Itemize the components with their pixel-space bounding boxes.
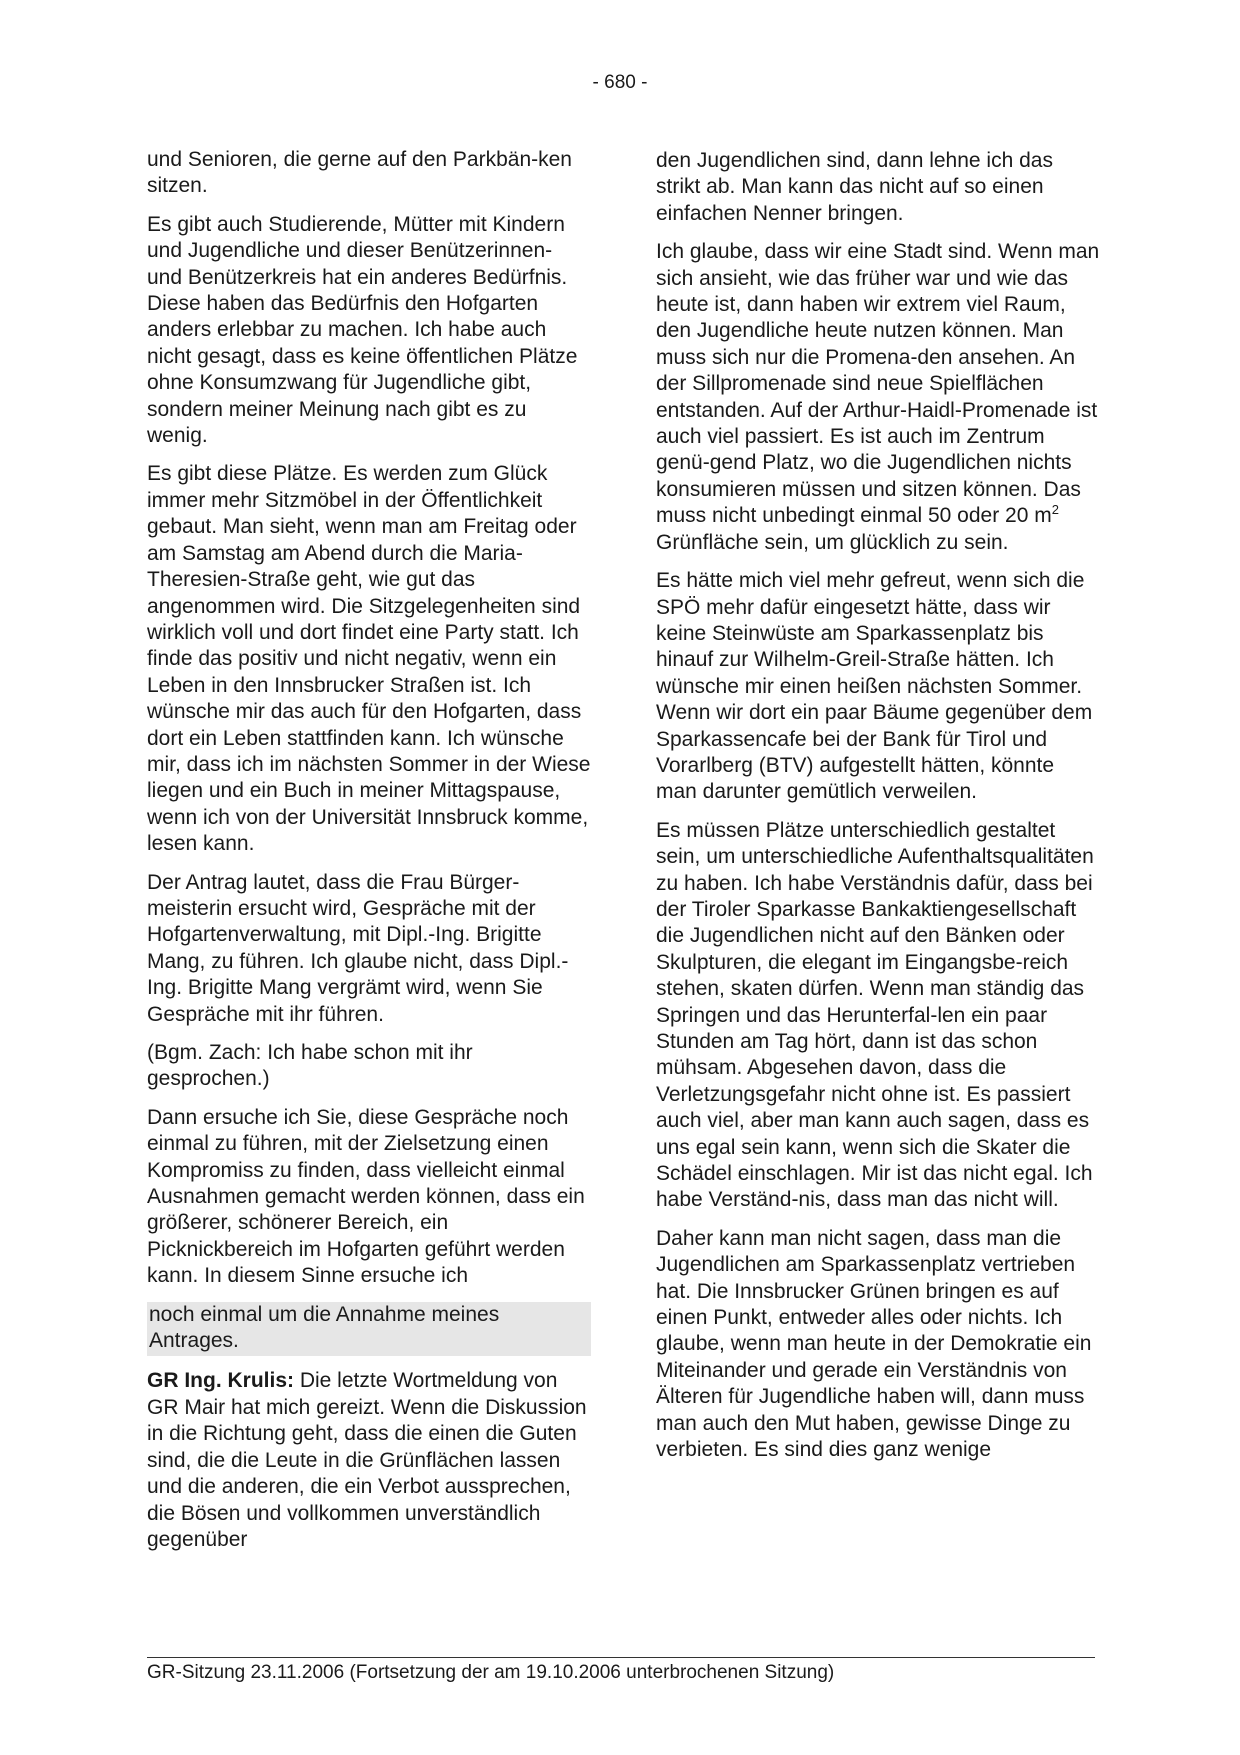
speaker-name: GR Ing. Krulis: — [147, 1369, 294, 1393]
paragraph: Es gibt diese Plätze. Es werden zum Glück immer mehr Sitzmöbel in der Öffentlichkeit gebaut. Man sieht, wenn man am Freitag oder am Samstag am Abend durch die Maria-Theresien-Straße geht, wie gut das angenommen wird. Die Sitzgelegenheiten sind wirklich voll und dort findet eine Party statt. Ich finde das positiv und nicht negativ, wenn ein Leben in den Innsbrucker Straßen ist. Ich wünsche mir das auch für den Hofgarten, dass dort ein Leben stattfinden kann. Ich wünsche mir, dass ich im nächsten Sommer in der Wiese liegen und ein Buch in meiner Mittagspause, wenn ich von der Universität Innsbruck komme, lesen kann. — [147, 462, 591, 856]
paragraph-text: Grünfläche sein, um glücklich zu sein. — [656, 530, 1009, 554]
paragraph: Es müssen Plätze unterschiedlich gestaltet sein, um unterschiedliche Aufenthaltsqualitäten zu haben. Ich habe Verständnis dafür, dass bei der Tiroler Sparkasse Bankaktiengesellschaft die Jugendlichen nicht auf den Bänken oder Skulpturen, die elegant im Eingangsbe-reich stehen, skaten dürfen. Wenn man ständig das Springen und das Herunterfal-len ein paar Stunden am Tag hört, dann ist das schon mühsam. Abgesehen davon, dass die Verletzungsgefahr nicht ohne ist. Es passiert auch viel, aber man kann auch sagen, dass es uns egal sein kann, wenn sich die Skater die Schädel einschlagen. Mir ist das nicht egal. Ich habe Verständ-nis, dass man das nicht will. — [656, 818, 1094, 1212]
paragraph: und Senioren, die gerne auf den Parkbän-ken sitzen. — [147, 148, 572, 198]
paragraph: Es hätte mich viel mehr gefreut, wenn sich die SPÖ mehr dafür eingesetzt hätte, dass wir keine Steinwüste am Sparkassenplatz bis hinauf zur Wilhelm-Greil-Straße hätten. Ich wünsche mir einen heißen nächsten Sommer. Wenn wir dort ein paar Bäume gegenüber dem Sparkassencafe bei der Bank für Tirol und Vorarlberg (BTV) aufgestellt hätten, könnte man darunter gemütlich verweilen. — [656, 569, 1093, 804]
highlighted-paragraph: noch einmal um die Annahme meines Antrages. — [147, 1302, 591, 1357]
paragraph: Es gibt auch Studierende, Mütter mit Kindern und Jugendliche und dieser Benützerinnen- und Benützerkreis hat ein anderes Bedürfnis. Diese haben das Bedürfnis den Hofgarten anders erlebbar zu machen. Ich habe auch nicht gesagt, dass es keine öffentlichen Plätze ohne Konsumzwang für Jugendliche gibt, sondern meiner Meinung nach gibt es zu wenig. — [147, 212, 578, 448]
interjection-paragraph: (Bgm. Zach: Ich habe schon mit ihr gesprochen.) — [147, 1041, 473, 1091]
speaker-paragraph — [147, 1368, 591, 1553]
paragraph: Daher kann man nicht sagen, dass man die Jugendlichen am Sparkassenplatz vertrieben hat. Die Innsbrucker Grünen bringen es auf einen Punkt, entweder alles oder nichts. Ich glaube, wenn man heute in der Demokratie ein Miteinander und gerade ein Verständnis von Älteren für Jugendliche haben will, dann muss man auch den Mut haben, gewisse Dinge zu verbieten. Es sind dies ganz wenige — [656, 1226, 1092, 1462]
left-column — [147, 147, 591, 1565]
paragraph-text: Ich glaube, dass wir eine Stadt sind. Wenn man sich ansieht, wie das früher war und wie das heute ist, dann haben wir extrem viel Raum, den Jugendliche heute nutzen können. Man muss sich nur die Promena-den ansehen. An der Sillpromenade sind neue Spielflächen entstanden. Auf der Arthur-Haidl-Promenade ist auch viel passiert. Es ist auch im Zentrum genü-gend Platz, wo die Jugendlichen nichts konsumieren müssen und sitzen können. Das muss nicht unbedingt einmal 50 oder 20 m — [656, 240, 1100, 528]
paragraph: Der Antrag lautet, dass die Frau Bürger-meisterin ersucht wird, Gespräche mit der Hofgartenverwaltung, mit Dipl.-Ing. Brigitte Mang, zu führen. Ich glaube nicht, dass Dipl.-Ing. Brigitte Mang vergrämt wird, wenn Sie Gespräche mit ihr führen. — [147, 870, 569, 1026]
paragraph — [656, 239, 1100, 556]
paragraph: den Jugendlichen sind, dann lehne ich das strikt ab. Man kann das nicht auf so einen einfachen Nenner bringen. — [656, 149, 1053, 225]
right-column — [656, 148, 1100, 1476]
footer-divider — [147, 1657, 1095, 1658]
superscript: 2 — [1051, 502, 1059, 518]
paragraph: Dann ersuche ich Sie, diese Gespräche noch einmal zu führen, mit der Zielsetzung einen Kompromiss zu finden, dass vielleicht einmal Ausnahmen gemacht werden können, dass ein größerer, schönerer Bereich, ein Picknickbereich im Hofgarten geführt werden kann. In diesem Sinne ersuche ich — [147, 1105, 585, 1288]
page-number: - 680 - — [592, 72, 648, 93]
footer-text: GR-Sitzung 23.11.2006 (Fortsetzung der am 19.10.2006 unterbrochenen Sitzung) — [147, 1662, 835, 1683]
speaker-text: Die letzte Wortmeldung von GR Mair hat mich gereizt. Wenn die Diskussion in die Richtung geht, dass die einen die Guten sind, die die Leute in die Grünflächen lassen und die anderen, die ein Verbot aussprechen, die Bösen und vollkommen unverständlich gegenüber — [147, 1369, 587, 1551]
